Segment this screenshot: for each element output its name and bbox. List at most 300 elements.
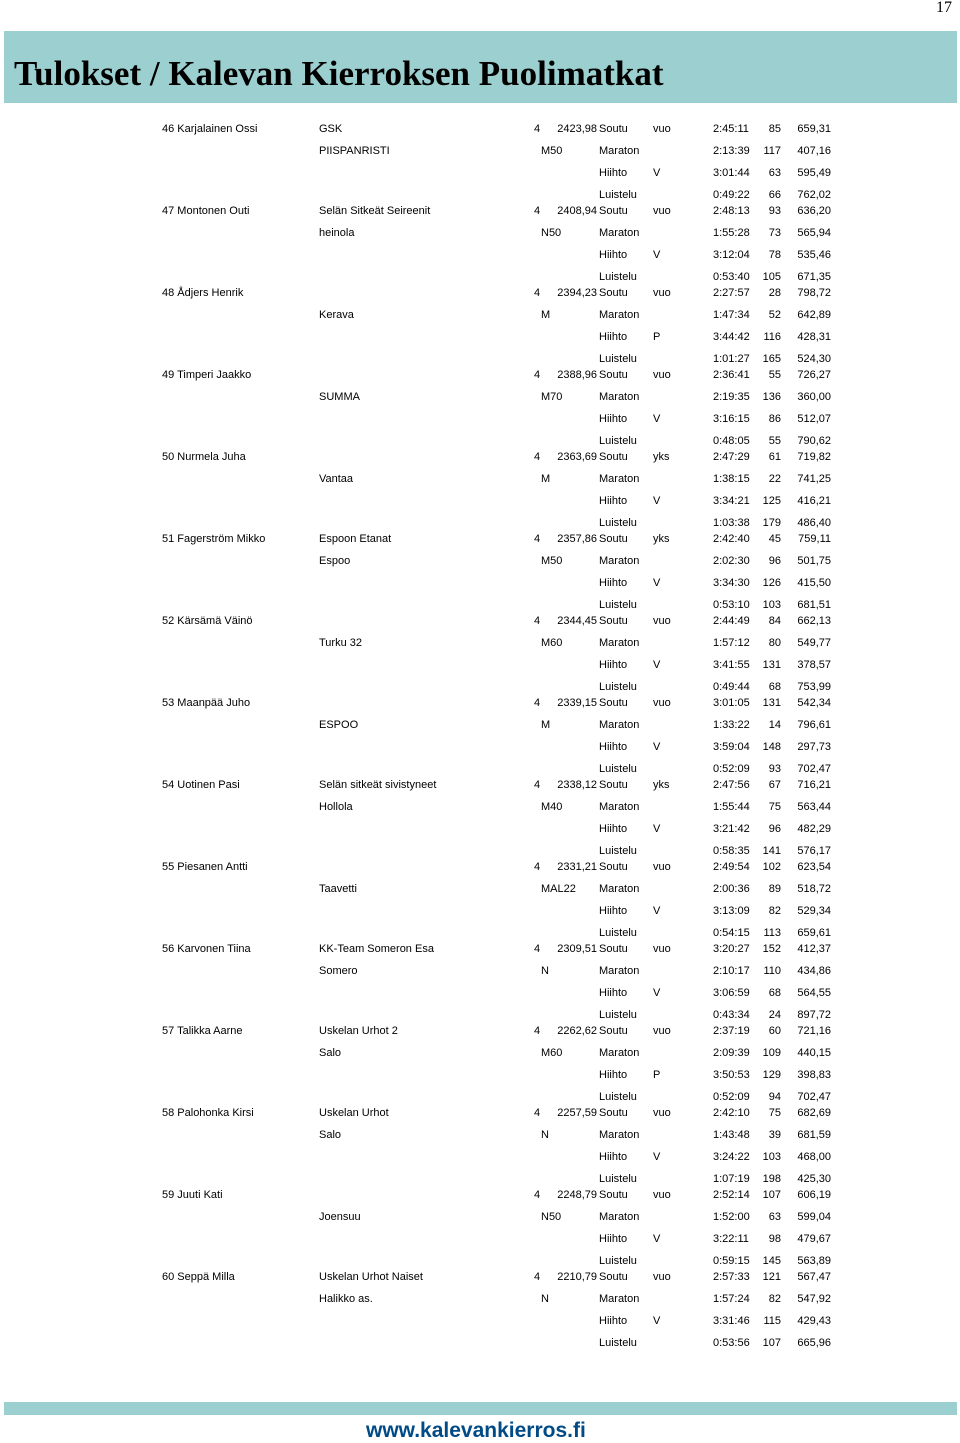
event-time: 2:42:10: [713, 1107, 750, 1119]
event-score: 576,17: [797, 845, 831, 857]
event-rank: 82: [768, 1293, 781, 1305]
event-time: 3:34:21: [713, 495, 750, 507]
event-rank: 93: [768, 763, 781, 775]
event-time: 2:13:39: [713, 145, 750, 157]
event-score: 681,51: [797, 599, 831, 611]
age-class: M: [541, 719, 551, 731]
event-sport: Soutu: [599, 123, 628, 135]
event-sport: Soutu: [599, 287, 628, 299]
event-rank: 67: [768, 779, 781, 791]
event-time: 3:12:04: [713, 249, 750, 261]
event-time: 3:50:53: [713, 1069, 750, 1081]
event-rank: 165: [762, 353, 781, 365]
athlete-city: Kerava: [319, 309, 354, 321]
athlete-city: Espoo: [319, 555, 351, 567]
event-sport: Maraton: [599, 719, 640, 731]
event-time: 0:59:15: [713, 1255, 750, 1267]
event-rank: 103: [762, 1151, 781, 1163]
athlete-city: Somero: [319, 965, 358, 977]
event-time: 1:57:12: [713, 637, 750, 649]
event-rank: 82: [768, 905, 781, 917]
event-rank: 86: [768, 413, 781, 425]
event-score: 297,73: [797, 741, 831, 753]
athlete-name: 55 Piesanen Antti: [162, 861, 248, 873]
event-count: 4: [534, 533, 541, 545]
event-rank: 179: [762, 517, 781, 529]
event-score: 595,49: [797, 167, 831, 179]
event-time: 0:48:05: [713, 435, 750, 447]
event-sport: Soutu: [599, 451, 628, 463]
age-class: M40: [541, 801, 563, 813]
page-title: Tulokset / Kalevan Kierroksen Puolimatkat: [14, 54, 664, 93]
event-sport: Soutu: [599, 533, 628, 545]
event-score: 412,37: [797, 943, 831, 955]
event-time: 2:36:41: [713, 369, 750, 381]
event-time: 2:27:57: [713, 287, 750, 299]
event-rank: 60: [768, 1025, 781, 1037]
event-rank: 136: [762, 391, 781, 403]
athlete-name: 52 Kärsämä Väinö: [162, 615, 253, 627]
event-sport: Hiihto: [599, 1233, 628, 1245]
athlete-name: 58 Palohonka Kirsi: [162, 1107, 254, 1119]
age-class: M60: [541, 1047, 563, 1059]
event-time: 3:01:05: [713, 697, 750, 709]
event-sport: Luistelu: [599, 353, 637, 365]
event-rank: 45: [768, 533, 781, 545]
event-sport: Luistelu: [599, 1091, 637, 1103]
event-score: 416,21: [797, 495, 831, 507]
event-rank: 75: [768, 1107, 781, 1119]
event-sport: Luistelu: [599, 1009, 637, 1021]
event-sport: Hiihto: [599, 1315, 628, 1327]
event-style: V: [653, 659, 661, 671]
event-rank: 75: [768, 801, 781, 813]
event-score: 798,72: [797, 287, 831, 299]
event-rank: 117: [763, 145, 781, 157]
event-sport: Maraton: [599, 801, 640, 813]
age-class: N: [541, 1293, 549, 1305]
event-score: 440,15: [797, 1047, 831, 1059]
athlete-city: SUMMA: [319, 391, 360, 403]
event-time: 3:20:27: [713, 943, 750, 955]
event-score: 429,43: [797, 1315, 831, 1327]
event-style: vuo: [653, 1271, 671, 1283]
event-time: 2:45:11: [713, 123, 749, 135]
total-points: 2331,21: [557, 861, 597, 873]
total-points: 2388,96: [557, 369, 597, 381]
athlete-name: 54 Uotinen Pasi: [162, 779, 240, 791]
event-time: 1:38:15: [713, 473, 750, 485]
event-score: 662,13: [797, 615, 831, 627]
event-score: 790,62: [797, 435, 831, 447]
event-time: 2:00:36: [713, 883, 750, 895]
event-time: 2:02:30: [713, 555, 750, 567]
event-score: 623,54: [797, 861, 831, 873]
event-sport: Luistelu: [599, 435, 637, 447]
event-score: 671,35: [797, 271, 831, 283]
event-rank: 145: [762, 1255, 781, 1267]
event-score: 479,67: [797, 1233, 831, 1245]
event-time: 2:49:54: [713, 861, 750, 873]
event-time: 3:16:15: [713, 413, 750, 425]
athlete-club: Uskelan Urhot Naiset: [319, 1271, 423, 1283]
event-style: V: [653, 987, 661, 999]
event-score: 407,16: [797, 145, 831, 157]
athlete-name: 50 Nurmela Juha: [162, 451, 246, 463]
athlete-name: 53 Maanpää Juho: [162, 697, 251, 709]
event-time: 0:49:44: [713, 681, 750, 693]
athlete-city: PIISPANRISTI: [319, 145, 390, 157]
total-points: 2408,94: [557, 205, 597, 217]
event-score: 547,92: [797, 1293, 831, 1305]
event-time: 1:33:22: [713, 719, 750, 731]
total-points: 2248,79: [557, 1189, 597, 1201]
athlete-name: 59 Juuti Kati: [162, 1189, 223, 1201]
event-sport: Luistelu: [599, 189, 637, 201]
athlete-city: Turku 32: [319, 637, 363, 649]
event-style: vuo: [653, 1189, 671, 1201]
total-points: 2363,69: [557, 451, 597, 463]
event-style: vuo: [653, 861, 671, 873]
event-style: yks: [653, 779, 670, 791]
event-time: 1:55:28: [713, 227, 750, 239]
event-score: 398,83: [797, 1069, 831, 1081]
event-sport: Luistelu: [599, 1173, 637, 1185]
event-count: 4: [534, 123, 541, 135]
event-style: V: [653, 741, 661, 753]
event-rank: 152: [762, 943, 781, 955]
age-class: N: [541, 965, 549, 977]
event-sport: Maraton: [599, 1129, 640, 1141]
event-sport: Maraton: [599, 473, 640, 485]
event-sport: Hiihto: [599, 167, 628, 179]
event-sport: Soutu: [599, 1271, 628, 1283]
event-score: 659,31: [797, 123, 831, 135]
event-style: V: [653, 249, 661, 261]
event-sport: Hiihto: [599, 413, 628, 425]
event-rank: 115: [763, 1315, 781, 1327]
event-rank: 24: [768, 1009, 781, 1021]
age-class: N: [541, 1129, 549, 1141]
event-time: 3:13:09: [713, 905, 750, 917]
total-points: 2262,62: [557, 1025, 597, 1037]
athlete-club: GSK: [319, 123, 343, 135]
event-score: 753,99: [797, 681, 831, 693]
event-sport: Maraton: [599, 965, 640, 977]
event-style: V: [653, 413, 661, 425]
event-score: 512,07: [797, 413, 831, 425]
athlete-name: 57 Talikka Aarne: [162, 1025, 243, 1037]
event-score: 468,00: [797, 1151, 831, 1163]
event-count: 4: [534, 697, 541, 709]
event-count: 4: [534, 1025, 541, 1037]
event-sport: Luistelu: [599, 517, 637, 529]
event-style: vuo: [653, 123, 671, 135]
age-class: N50: [541, 1211, 562, 1223]
event-rank: 63: [768, 167, 781, 179]
event-score: 681,59: [797, 1129, 831, 1141]
event-sport: Maraton: [599, 391, 640, 403]
event-score: 702,47: [797, 1091, 831, 1103]
event-sport: Soutu: [599, 1189, 628, 1201]
event-rank: 63: [768, 1211, 781, 1223]
event-rank: 110: [763, 965, 781, 977]
event-score: 486,40: [797, 517, 831, 529]
athlete-city: Taavetti: [319, 883, 357, 895]
event-rank: 39: [768, 1129, 781, 1141]
event-sport: Maraton: [599, 309, 640, 321]
event-style: yks: [653, 533, 670, 545]
event-style: V: [653, 577, 661, 589]
total-points: 2357,86: [557, 533, 597, 545]
age-class: M50: [541, 145, 563, 157]
athlete-club: Selän sitkeät sivistyneet: [319, 779, 437, 791]
event-time: 0:52:09: [713, 1091, 750, 1103]
event-rank: 121: [762, 1271, 781, 1283]
event-time: 0:58:35: [713, 845, 750, 857]
event-rank: 93: [768, 205, 781, 217]
event-time: 1:01:27: [713, 353, 750, 365]
event-count: 4: [534, 943, 541, 955]
age-class: M: [541, 473, 551, 485]
event-sport: Soutu: [599, 779, 628, 791]
event-sport: Hiihto: [599, 495, 628, 507]
event-time: 1:57:24: [713, 1293, 750, 1305]
age-class: MAL22: [541, 883, 576, 895]
event-sport: Maraton: [599, 1293, 640, 1305]
event-style: vuo: [653, 369, 671, 381]
event-style: V: [653, 1151, 661, 1163]
event-style: vuo: [653, 1025, 671, 1037]
event-rank: 68: [768, 681, 781, 693]
event-sport: Maraton: [599, 145, 640, 157]
event-time: 1:47:34: [713, 309, 750, 321]
event-rank: 129: [762, 1069, 781, 1081]
event-rank: 131: [762, 659, 781, 671]
athlete-club: Selän Sitkeät Seireenit: [319, 205, 431, 217]
event-rank: 107: [762, 1189, 781, 1201]
event-sport: Soutu: [599, 205, 628, 217]
total-points: 2309,51: [557, 943, 597, 955]
event-score: 796,61: [797, 719, 831, 731]
event-time: 2:47:56: [713, 779, 750, 791]
event-time: 0:49:22: [713, 189, 750, 201]
event-rank: 73: [768, 227, 781, 239]
event-style: vuo: [653, 287, 671, 299]
event-sport: Hiihto: [599, 1069, 628, 1081]
athlete-name: 51 Fagerström Mikko: [162, 533, 266, 545]
event-score: 721,16: [797, 1025, 831, 1037]
event-style: vuo: [653, 1107, 671, 1119]
athlete-club: Uskelan Urhot: [319, 1107, 389, 1119]
event-rank: 55: [768, 369, 781, 381]
event-rank: 198: [762, 1173, 781, 1185]
event-style: V: [653, 905, 661, 917]
event-time: 2:09:39: [713, 1047, 750, 1059]
event-sport: Maraton: [599, 883, 640, 895]
event-time: 2:57:33: [713, 1271, 750, 1283]
event-style: V: [653, 167, 661, 179]
event-rank: 125: [762, 495, 781, 507]
event-rank: 14: [768, 719, 781, 731]
event-rank: 102: [762, 861, 781, 873]
event-score: 434,86: [797, 965, 831, 977]
event-score: 529,34: [797, 905, 831, 917]
event-rank: 98: [768, 1233, 781, 1245]
event-count: 4: [534, 1107, 541, 1119]
event-time: 1:52:00: [713, 1211, 750, 1223]
athlete-name: 60 Seppä Milla: [162, 1271, 235, 1283]
event-style: vuo: [653, 943, 671, 955]
event-time: 1:43:48: [713, 1129, 750, 1141]
total-points: 2338,12: [557, 779, 597, 791]
event-sport: Hiihto: [599, 249, 628, 261]
event-score: 719,82: [797, 451, 831, 463]
event-score: 518,72: [797, 883, 831, 895]
event-sport: Hiihto: [599, 577, 628, 589]
event-sport: Maraton: [599, 637, 640, 649]
event-score: 501,75: [797, 555, 831, 567]
event-sport: Soutu: [599, 861, 628, 873]
athlete-city: Halikko as.: [319, 1293, 373, 1305]
event-sport: Hiihto: [599, 331, 628, 343]
event-style: V: [653, 1233, 661, 1245]
event-time: 3:59:04: [713, 741, 750, 753]
event-time: 1:55:44: [713, 801, 750, 813]
event-score: 726,27: [797, 369, 831, 381]
event-time: 3:01:44: [713, 167, 750, 179]
event-count: 4: [534, 287, 541, 299]
athlete-city: Vantaa: [319, 473, 354, 485]
event-rank: 107: [762, 1337, 781, 1349]
event-rank: 105: [762, 271, 781, 283]
total-points: 2339,15: [557, 697, 597, 709]
event-rank: 96: [768, 823, 781, 835]
total-points: 2423,98: [557, 123, 597, 135]
event-score: 535,46: [797, 249, 831, 261]
footer-url[interactable]: www.kalevankierros.fi: [366, 1419, 586, 1442]
age-class: N50: [541, 227, 562, 239]
event-time: 2:48:13: [713, 205, 750, 217]
footer-band: [4, 1402, 957, 1415]
event-sport: Soutu: [599, 943, 628, 955]
event-count: 4: [534, 615, 541, 627]
total-points: 2257,59: [557, 1107, 597, 1119]
event-style: V: [653, 495, 661, 507]
event-rank: 22: [768, 473, 781, 485]
event-rank: 94: [768, 1091, 781, 1103]
event-rank: 85: [768, 123, 781, 135]
event-score: 665,96: [797, 1337, 831, 1349]
event-style: vuo: [653, 697, 671, 709]
age-class: M: [541, 309, 551, 321]
event-style: P: [653, 331, 661, 343]
event-sport: Luistelu: [599, 681, 637, 693]
event-count: 4: [534, 861, 541, 873]
total-points: 2394,23: [557, 287, 597, 299]
athlete-club: KK-Team Someron Esa: [319, 943, 434, 955]
event-score: 762,02: [797, 189, 831, 201]
event-sport: Hiihto: [599, 659, 628, 671]
event-sport: Luistelu: [599, 763, 637, 775]
event-time: 3:24:22: [713, 1151, 750, 1163]
event-score: 567,47: [797, 1271, 831, 1283]
event-sport: Luistelu: [599, 845, 637, 857]
athlete-city: Joensuu: [319, 1211, 361, 1223]
athlete-name: 47 Montonen Outi: [162, 205, 250, 217]
event-sport: Hiihto: [599, 987, 628, 999]
event-style: V: [653, 823, 661, 835]
event-score: 682,69: [797, 1107, 831, 1119]
event-count: 4: [534, 205, 541, 217]
event-rank: 141: [762, 845, 781, 857]
event-score: 415,50: [797, 577, 831, 589]
event-sport: Maraton: [599, 227, 640, 239]
event-time: 0:54:15: [713, 927, 750, 939]
event-time: 0:52:09: [713, 763, 750, 775]
event-score: 636,20: [797, 205, 831, 217]
event-style: vuo: [653, 205, 671, 217]
athlete-city: Salo: [319, 1047, 342, 1059]
event-sport: Hiihto: [599, 823, 628, 835]
event-sport: Hiihto: [599, 1151, 628, 1163]
event-time: 0:53:10: [713, 599, 750, 611]
athlete-city: ESPOO: [319, 719, 359, 731]
event-score: 897,72: [797, 1009, 831, 1021]
event-count: 4: [534, 779, 541, 791]
event-score: 599,04: [797, 1211, 831, 1223]
event-sport: Hiihto: [599, 741, 628, 753]
event-time: 3:21:42: [713, 823, 750, 835]
event-sport: Maraton: [599, 1047, 640, 1059]
event-rank: 109: [762, 1047, 781, 1059]
event-score: 642,89: [797, 309, 831, 321]
event-score: 482,29: [797, 823, 831, 835]
event-rank: 126: [762, 577, 781, 589]
event-sport: Maraton: [599, 555, 640, 567]
event-time: 0:43:34: [713, 1009, 750, 1021]
event-score: 360,00: [797, 391, 831, 403]
athlete-club: Uskelan Urhot 2: [319, 1025, 398, 1037]
event-time: 3:31:46: [713, 1315, 750, 1327]
event-rank: 113: [763, 927, 781, 939]
event-score: 565,94: [797, 227, 831, 239]
event-rank: 96: [768, 555, 781, 567]
page-number: 17: [936, 0, 952, 16]
event-score: 564,55: [797, 987, 831, 999]
age-class: M50: [541, 555, 563, 567]
age-class: M70: [541, 391, 563, 403]
event-count: 4: [534, 369, 541, 381]
athlete-name: 46 Karjalainen Ossi: [162, 123, 258, 135]
athlete-name: 48 Ådjers Henrik: [162, 287, 244, 299]
age-class: M60: [541, 637, 563, 649]
event-rank: 80: [768, 637, 781, 649]
athlete-name: 56 Karvonen Tiina: [162, 943, 251, 955]
event-style: P: [653, 1069, 661, 1081]
event-time: 0:53:56: [713, 1337, 750, 1349]
event-time: 1:03:38: [713, 517, 750, 529]
event-rank: 61: [768, 451, 781, 463]
event-time: 3:34:30: [713, 577, 750, 589]
event-rank: 78: [768, 249, 781, 261]
event-count: 4: [534, 1271, 541, 1283]
event-time: 0:53:40: [713, 271, 750, 283]
event-rank: 148: [762, 741, 781, 753]
event-sport: Soutu: [599, 615, 628, 627]
event-rank: 28: [768, 287, 781, 299]
event-time: 2:10:17: [713, 965, 750, 977]
